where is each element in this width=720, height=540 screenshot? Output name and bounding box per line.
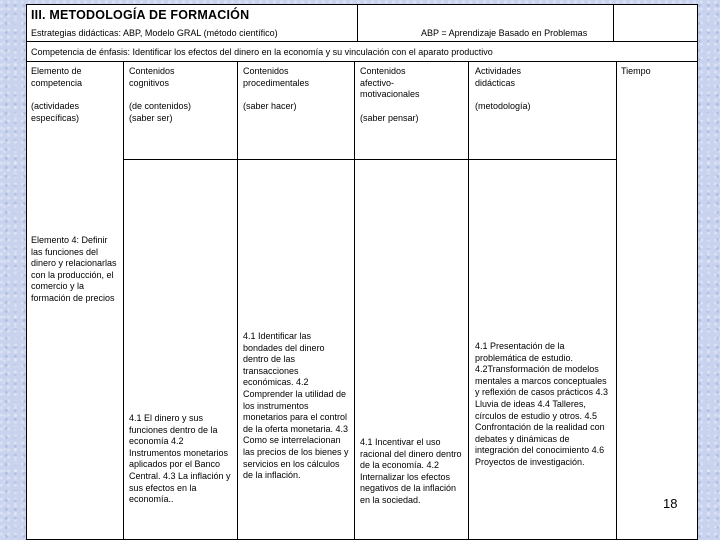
header-bottom-line: [27, 41, 697, 42]
col-header-cognitive-title: Contenidos cognitivos: [129, 66, 175, 88]
methodology-sheet: [26, 4, 698, 540]
cognitive-cell: 4.1 El dinero y sus funciones dentro de la economía 4.2 Instrumentos monetarios aplicados por el Banco Central. 4.3 La inflación y sus efectos en la economía..: [129, 413, 231, 505]
col-header-time: [621, 66, 695, 78]
header-divider-1: [357, 5, 358, 42]
col-header-affective-title: Contenidos afectivo-motivacionales: [360, 66, 420, 100]
col-header-procedural: [243, 66, 351, 113]
col-header-procedural-subtitle: (saber hacer): [243, 101, 297, 112]
header-divider-2: [613, 5, 614, 42]
col-line-3: [354, 61, 355, 540]
col-header-activities-subtitle: (metodología): [475, 101, 531, 112]
col-header-affective-subtitle: (saber pensar): [360, 112, 419, 123]
col-line-2: [237, 61, 238, 540]
page-number: 18: [663, 496, 678, 511]
col-header-cognitive-subtitle: (de contenidos) (saber ser): [129, 101, 192, 123]
col-line-1: [123, 61, 124, 540]
header-row-line: [123, 159, 617, 160]
col-header-element-title: Elemento de competencia: [31, 66, 83, 88]
col-header-affective: [360, 66, 464, 124]
col-line-4: [468, 61, 469, 540]
col-header-time-title: Tiempo: [621, 66, 651, 76]
affective-cell: 4.1 Incentivar el uso racional del dinero dentro de la economía. 4.2 Internalizar los efectos negativos de la inflación en la sociedad.: [360, 437, 462, 505]
element-cell: Elemento 4: Definir las funciones del dinero y relacionarlas con la producción, el comercio y la formación de precios: [31, 235, 117, 303]
page-title: III. METODOLOGÍA DE FORMACIÓN: [31, 8, 250, 22]
procedural-cell: 4.1 Identificar las bondades del dinero dentro de las transacciones económicas. 4.2 Comprender la utilidad de los instrumentos monetarios para el control de la oferta monetaria. 4.3 Como se interrelacionan las precios de los bienes y servicios en los cálculos de la inflación.: [243, 331, 349, 481]
focus-bottom-line: [27, 61, 697, 62]
col-header-activities: [475, 66, 613, 113]
strategies-text: Estrategias didácticas: ABP, Modelo GRAL (método científico): [31, 28, 278, 38]
col-line-5: [616, 61, 617, 540]
col-header-activities-title: Actividades didácticas: [475, 66, 522, 88]
focus-competence: Competencia de énfasis: Identificar los efectos del dinero en la economía y su vinculación con el aparato productivo: [31, 47, 493, 57]
activities-cell: 4.1 Presentación de la problemática de estudio. 4.2Transformación de modelos mentales a marcos conceptuales y reflexión de casos prácticos 4.3 Lluvia de ideas 4.4 Talleres, círculos de estudio y otros. 4.5 Confrontación de la realidad con debates y dinámicas de integración del conocimiento 4.6 Proyectos de investigación.: [475, 341, 609, 467]
abp-definition: ABP = Aprendizaje Basado en Problemas: [421, 28, 588, 38]
col-header-procedural-title: Contenidos procedimentales: [243, 66, 310, 88]
col-header-cognitive: [129, 66, 229, 124]
col-header-element-subtitle: (actividades específicas): [31, 101, 80, 123]
col-header-element: [31, 66, 121, 124]
